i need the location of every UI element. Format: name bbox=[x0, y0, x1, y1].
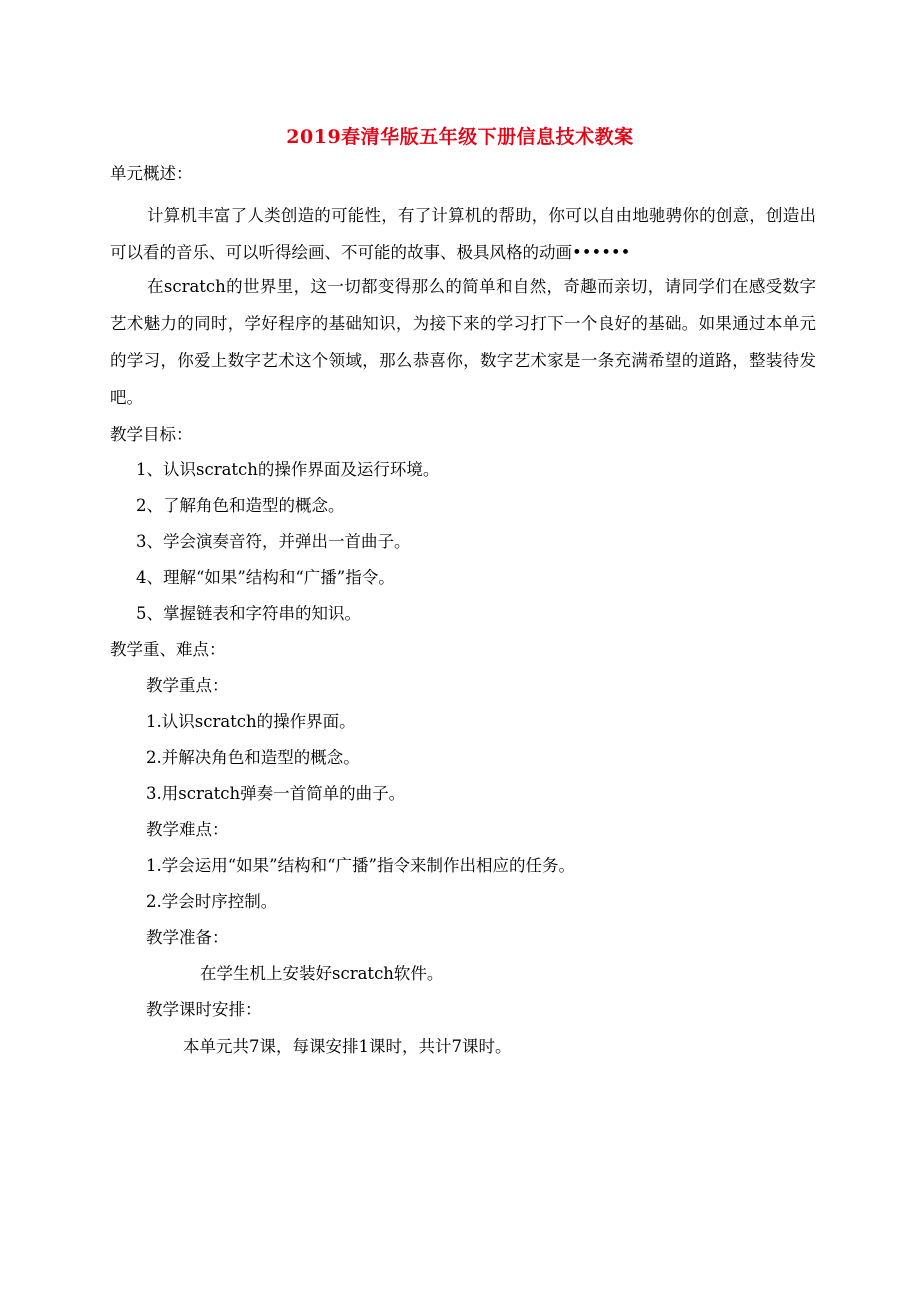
goal-item: 2、了解角色和造型的概念。 bbox=[136, 496, 345, 515]
overview-heading: 单元概述： bbox=[110, 164, 193, 183]
goal-item: 4、理解“如果”结构和“广播”指令。 bbox=[136, 568, 395, 587]
goal-item: 3、学会演奏音符，并弹出一首曲子。 bbox=[136, 532, 411, 551]
overview-paragraph-1: 计算机丰富了人类创造的可能性，有了计算机的帮助，你可以自由地驰骋你的创意，创造出可以看的音乐、可以听得绘画、不可能的故事、极具风格的动画•••••• bbox=[110, 206, 816, 262]
key-point-item: 1.认识scratch的操作界面。 bbox=[146, 712, 356, 731]
key-difficult-heading: 教学重、难点： bbox=[110, 640, 226, 659]
preparation-heading: 教学准备： bbox=[146, 928, 229, 947]
overview-paragraph-2: 在scratch的世界里，这一切都变得那么的简单和自然，奇趣而亲切，请同学们在感受数字艺术魅力的同时，学好程序的基础知识，为接下来的学习打下一个良好的基础。如果通过本单元的学习，你爱上数字艺术这个领域，那么恭喜你，数字艺术家是一条充满希望的道路，整装待发吧。 bbox=[110, 277, 816, 407]
key-points-heading: 教学重点： bbox=[146, 676, 229, 695]
goal-item: 5、掌握链表和字符串的知识。 bbox=[136, 604, 361, 623]
goals-heading: 教学目标： bbox=[110, 425, 193, 444]
key-point-item: 2.并解决角色和造型的概念。 bbox=[146, 748, 360, 767]
difficult-point-item: 2.学会时序控制。 bbox=[146, 892, 278, 911]
difficult-points-heading: 教学难点： bbox=[146, 820, 229, 839]
goal-item: 1、认识scratch的操作界面及运行环境。 bbox=[136, 460, 440, 479]
key-point-item: 3.用scratch弹奏一首简单的曲子。 bbox=[146, 784, 406, 803]
preparation-text: 在学生机上安装好scratch软件。 bbox=[200, 964, 444, 983]
document-title: 2019春清华版五年级下册信息技术教案 bbox=[286, 126, 634, 148]
difficult-point-item: 1.学会运用“如果”结构和“广播”指令来制作出相应的任务。 bbox=[146, 856, 575, 875]
schedule-text: 本单元共7课，每课安排1课时，共计7课时。 bbox=[183, 1037, 512, 1056]
schedule-heading: 教学课时安排： bbox=[146, 1000, 262, 1019]
